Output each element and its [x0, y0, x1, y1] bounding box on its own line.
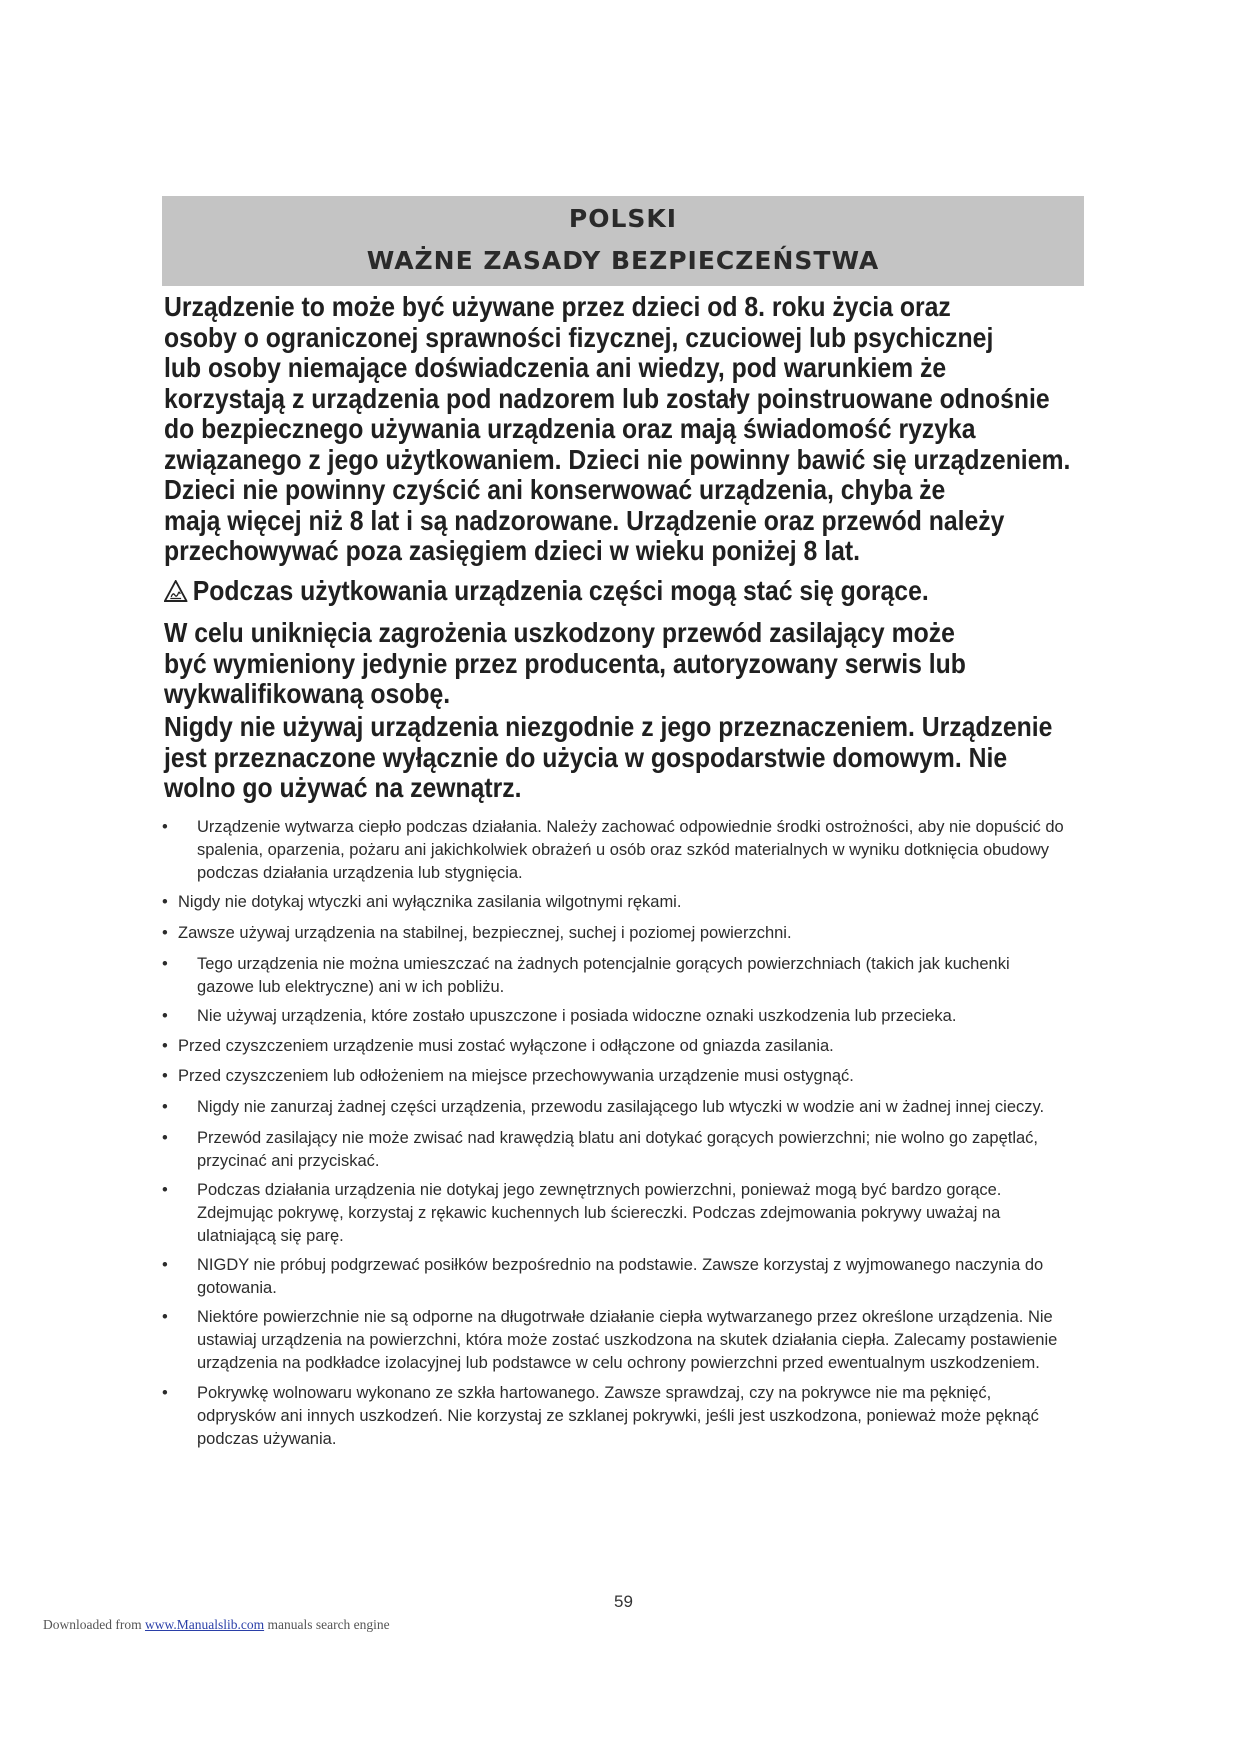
manualslib-link[interactable]: www.Manualslib.com [144, 1617, 265, 1632]
bullet-dot: • [162, 1037, 168, 1055]
intro-line: przechowywać poza zasięgiem dzieci w wieku poniżej 8 lat. [164, 535, 860, 566]
list-item: • Nigdy nie dotykaj wtyczki ani wyłącznika zasilania wilgotnymi rękami. [162, 891, 1082, 914]
intro-line: do bezpiecznego używania urządzenia oraz mają świadomość ryzyka [164, 413, 976, 444]
safety-title: WAŻNE ZASADY BEZPIECZEŃSTWA [366, 246, 880, 275]
intro-paragraph [164, 291, 1071, 567]
bullet-dot: • [162, 1308, 168, 1326]
warning-text: Podczas użytkowania urządzenia części mogą stać się gorące. [192, 575, 929, 606]
list-item: • Zawsze używaj urządzenia na stabilnej, bezpiecznej, suchej i poziomej powierzchni. [162, 922, 1082, 945]
bullet-dot: • [162, 1181, 168, 1199]
cord-line: być wymieniony jedynie przez producenta, autoryzowany serwis lub [164, 647, 966, 679]
cord-line: W celu uniknięcia zagrożenia uszkodzony przewód zasilający może [164, 617, 955, 648]
bullet-dot: • [162, 1007, 168, 1025]
usage-line: Nigdy nie używaj urządzenia niezgodnie z jego przeznaczeniem. Urządzenie [164, 711, 1053, 742]
list-item: • Nie używaj urządzenia, które zostało upuszczone i posiada widoczne oznaki uszkodzenia lub przecieka. [162, 1005, 1082, 1028]
page-number: 59 [614, 1592, 633, 1611]
usage-paragraph [164, 711, 1053, 804]
cord-line: wykwalifikowaną osobę. [164, 678, 451, 709]
list-item: • NIGDY nie próbuj podgrzewać posiłków bezpośrednio na podstawie. Zawsze korzystaj z wyjmowanego naczynia do gotowania. [162, 1256, 1044, 1297]
intro-line: korzystają z urządzenia pod nadzorem lub zostały poinstruowane odnośnie [164, 382, 1050, 414]
bullet-dot: • [162, 1098, 168, 1116]
footer-prefix: Downloaded from [43, 1617, 142, 1632]
intro-line: mają więcej niż 8 lat i są nadzorowane. Urządzenie oraz przewód należy [164, 504, 1005, 536]
bullet-dot: • [162, 955, 168, 973]
bullet-dot: • [162, 924, 168, 942]
bullet-dot: • [162, 1256, 168, 1274]
list-item: • Tego urządzenia nie można umieszczać na żadnych potencjalnie gorących powierzchniach (takich jak kuchenki gazowe lub elektryczne) ani w ich pobliżu. [162, 955, 1010, 996]
list-item: • Przewód zasilający nie może zwisać nad krawędzią blatu ani dotykać gorących powierzchni; nie wolno go zapętlać, przycinać ani przyciskać. [162, 1129, 1039, 1170]
footer-suffix: manuals search engine [267, 1617, 390, 1632]
usage-line: wolno go używać na zewnątrz. [164, 772, 522, 803]
list-item: • Przed czyszczeniem lub odłożeniem na miejsce przechowywania urządzenie musi ostygnąć. [162, 1065, 1082, 1088]
bullet-dot: • [162, 818, 168, 836]
language-title: POLSKI [568, 204, 678, 233]
intro-line: lub osoby niemające doświadczenia ani wiedzy, pod warunkiem że [164, 352, 947, 383]
list-item: • Pokrywkę wolnowaru wykonano ze szkła hartowanego. Zawsze sprawdzaj, czy na pokrywce nie ma pęknięć, odprysków ani innych uszkodzeń. Nie korzystaj ze szklanej pokrywki, jeśli jest uszkodzona, ponieważ może pęknąć podczas używania. [162, 1384, 1039, 1448]
list-item: • Podczas działania urządzenia nie dotykaj jego zewnętrznych powierzchni, ponieważ mogą być bardzo gorące. Zdejmując pokrywę, korzystaj z rękawic kuchennych lub ściereczki. Podczas zdejmowania pokrywy uważaj na ulatniającą się parę. [162, 1181, 1002, 1245]
usage-line: jest przeznaczone wyłącznie do użycia w gospodarstwie domowym. Nie [164, 741, 1008, 773]
intro-line: związanego z jego użytkowaniem. Dzieci nie powinny bawić się urządzeniem. [164, 443, 1071, 475]
list-item: • Urządzenie wytwarza ciepło podczas działania. Należy zachować odpowiednie środki ostrożności, aby nie dopuścić do spalenia, oparzenia, pożaru ani jakichkolwiek obrażeń u osób oraz szkód materialnych w wyniku dotknięcia obudowy podczas działania urządzenia lub stygnięcia. [162, 818, 1064, 882]
hot-parts-warning [164, 576, 1001, 607]
cord-paragraph [164, 618, 1001, 710]
warning-triangle-icon [164, 580, 187, 602]
list-item: • Przed czyszczeniem urządzenie musi zostać wyłączone i odłączone od gniazda zasilania. [162, 1035, 1082, 1058]
bullet-dot: • [162, 1384, 168, 1402]
list-item: • Nigdy nie zanurzaj żadnej części urządzenia, przewodu zasilającego lub wtyczki w wodzie ani w żadnej innej cieczy. [162, 1096, 1082, 1119]
intro-line: osoby o ograniczonej sprawności fizycznej, czuciowej lub psychicznej [164, 321, 994, 353]
bullet-dot: • [162, 893, 168, 911]
section-header [162, 196, 1084, 286]
intro-line: Dzieci nie powinny czyścić ani konserwować urządzenia, chyba że [164, 474, 946, 505]
list-item: • Niektóre powierzchnie nie są odporne na długotrwałe działanie ciepła wytwarzanego przez określone urządzenia. Nie ustawiaj urządzenia na powierzchni, która może zostać uszkodzona na skutek działania ciepła. Zalecamy postawienie urządzenia na podkładce izolacyjnej lub podstawce w celu ochrony powierzchni przed ewentualnym uszkodzeniem. [162, 1308, 1058, 1372]
intro-line: Urządzenie to może być używane przez dzieci od 8. roku życia oraz [164, 291, 951, 322]
bullet-dot: • [162, 1129, 168, 1147]
download-footer [43, 1617, 390, 1633]
bullet-dot: • [162, 1067, 168, 1085]
